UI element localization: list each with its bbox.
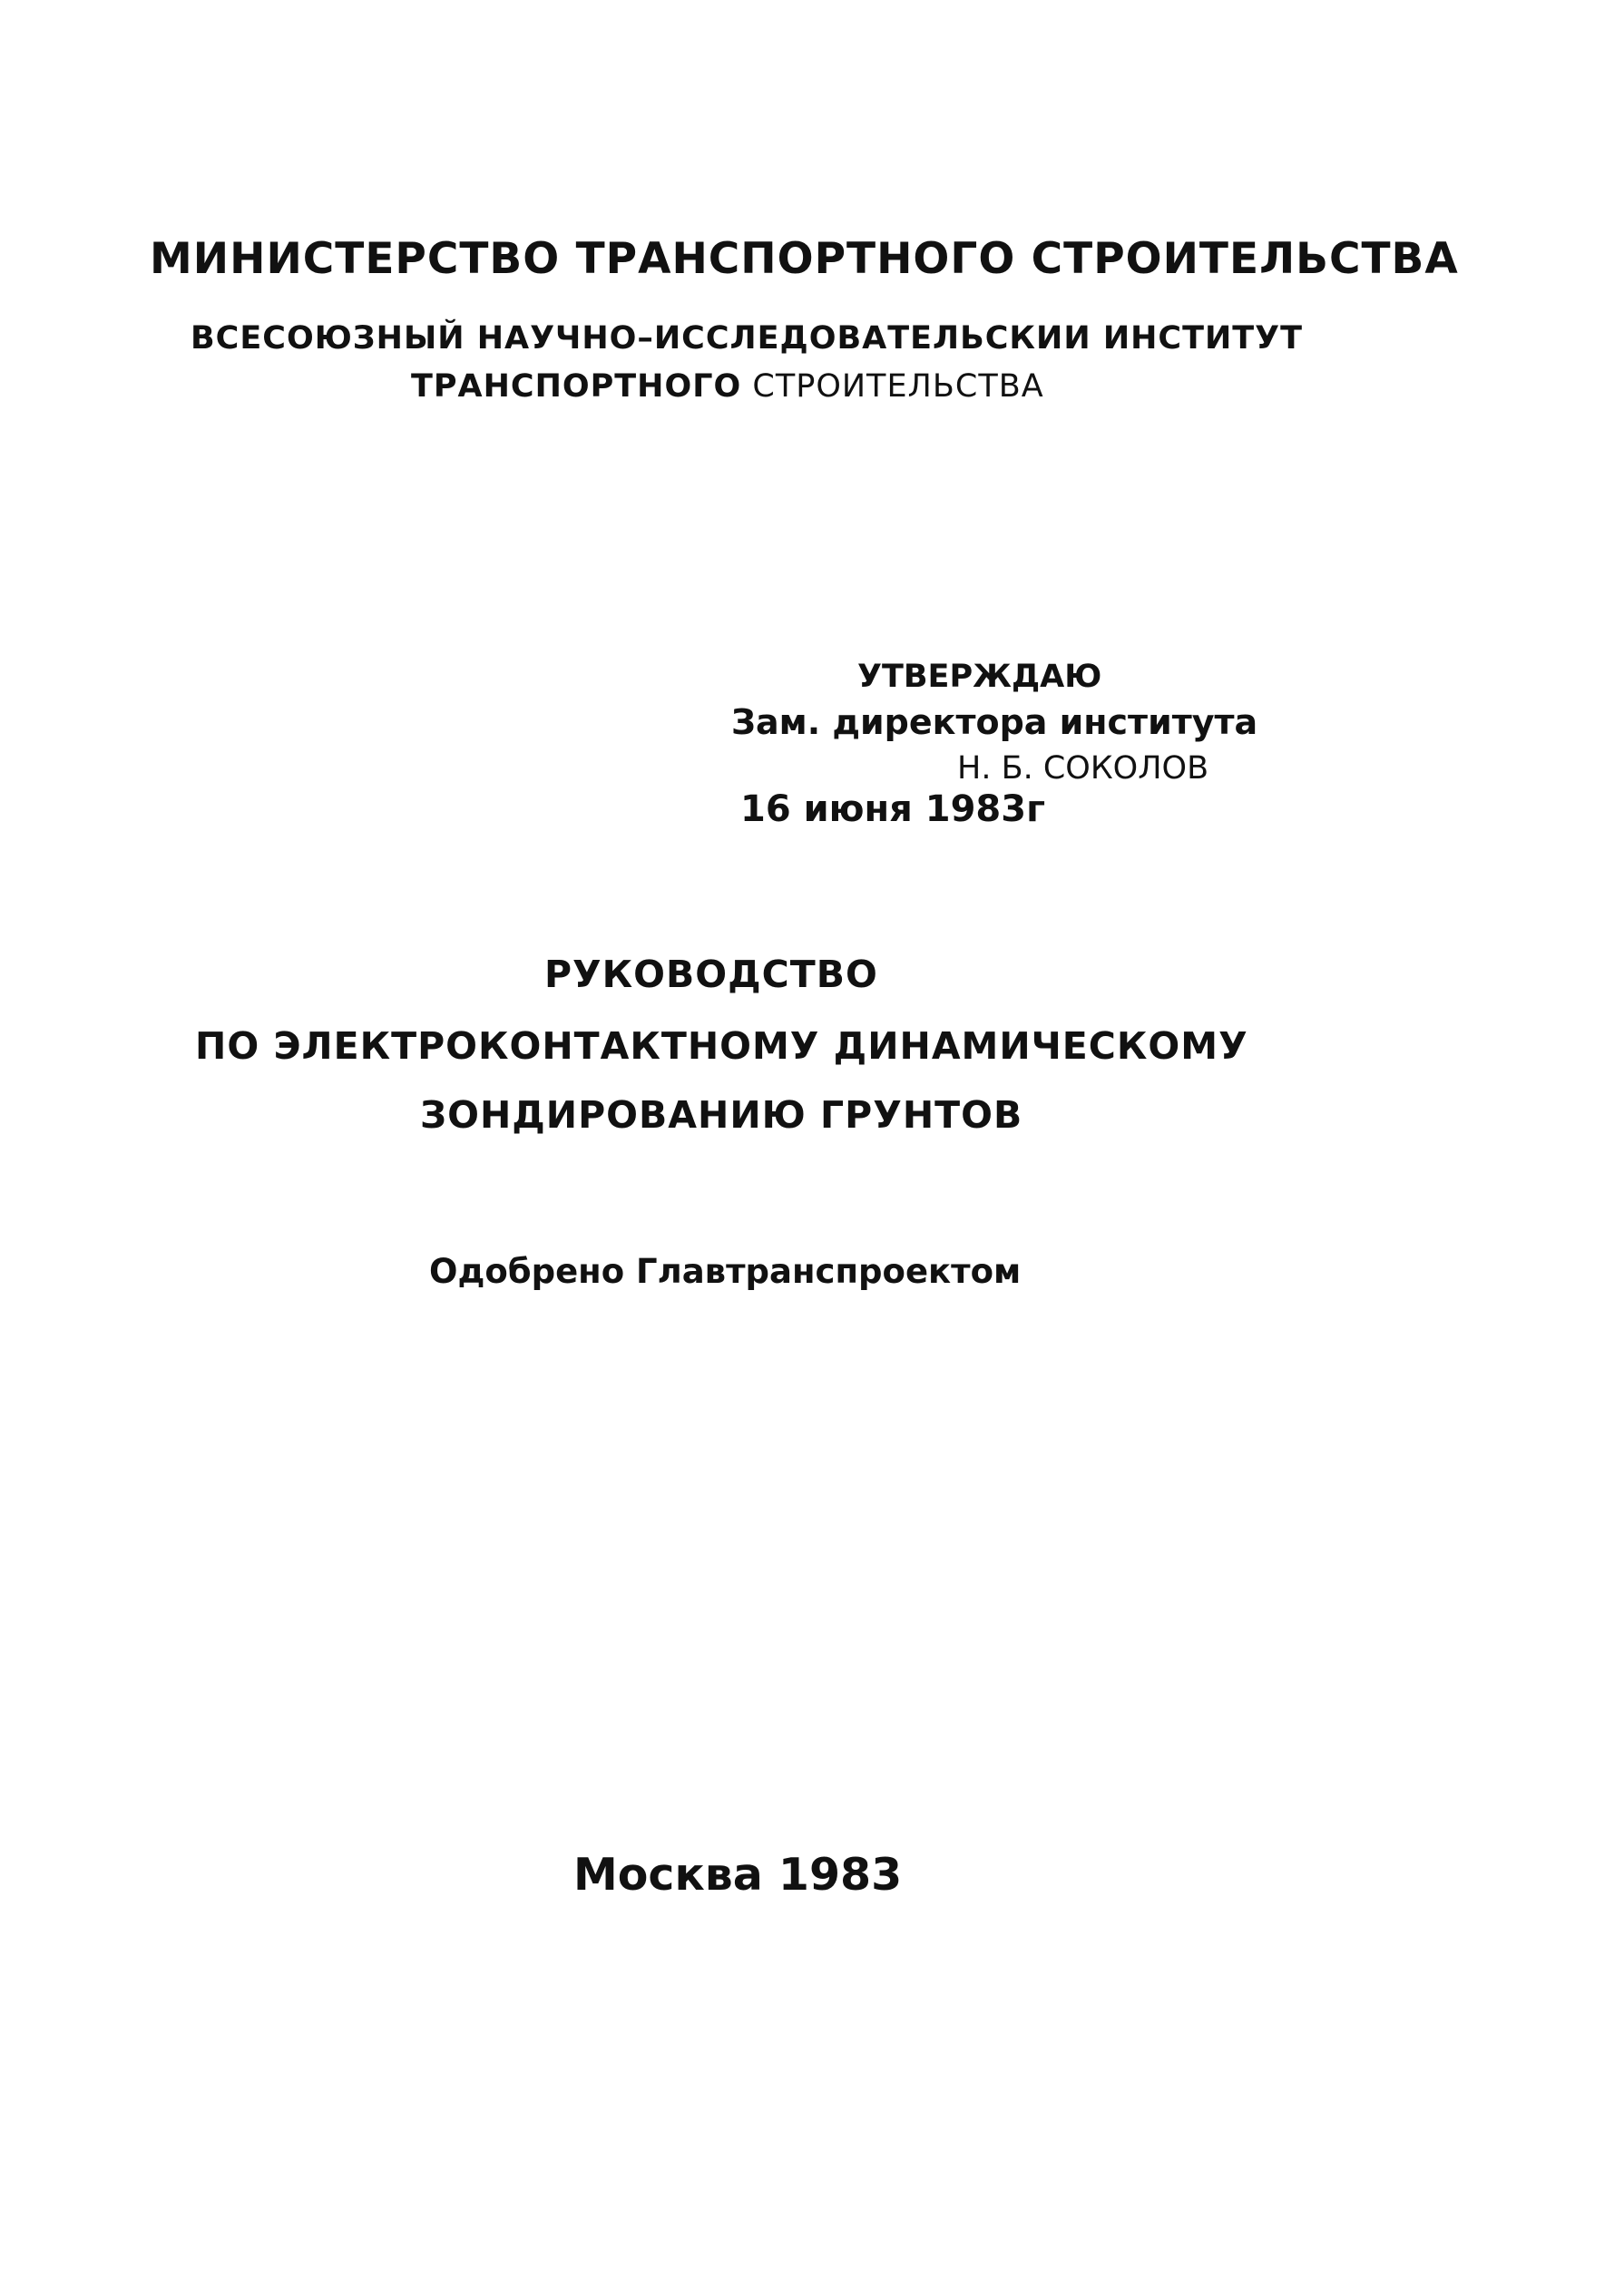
approved-by-note: Одобрено Главтранспроектом [429, 1252, 1022, 1291]
approval-date: 16 июня 1983г [740, 788, 1045, 830]
institute-name-line2 [411, 368, 1044, 405]
institute-name-line2-part2: СТРОИТЕЛЬСТВА [752, 368, 1044, 405]
approval-role: Зам. директора института [731, 702, 1258, 742]
city-year: Москва 1983 [573, 1849, 903, 1901]
document-title-line1: РУКОВОДСТВО [544, 953, 878, 996]
approval-heading: УТВЕРЖДАЮ [857, 659, 1102, 695]
institute-name-line2-part1: ТРАНСПОРТНОГО [411, 368, 742, 405]
institute-name-line1: ВСЕСОЮЗНЫЙ НАУЧНО–ИССЛЕДОВАТЕЛЬСКИИ ИНСТИТУТ [191, 320, 1303, 357]
ministry-heading: МИНИСТЕРСТВО ТРАНСПОРТНОГО СТРОИТЕЛЬСТВА [150, 234, 1459, 284]
approval-name: Н. Б. СОКОЛОВ [957, 750, 1209, 787]
document-title-line2: ПО ЭЛЕКТРОКОНТАКТНОМУ ДИНАМИЧЕСКОМУ [195, 1024, 1248, 1068]
document-title-line3: ЗОНДИРОВАНИЮ ГРУНТОВ [420, 1093, 1023, 1137]
